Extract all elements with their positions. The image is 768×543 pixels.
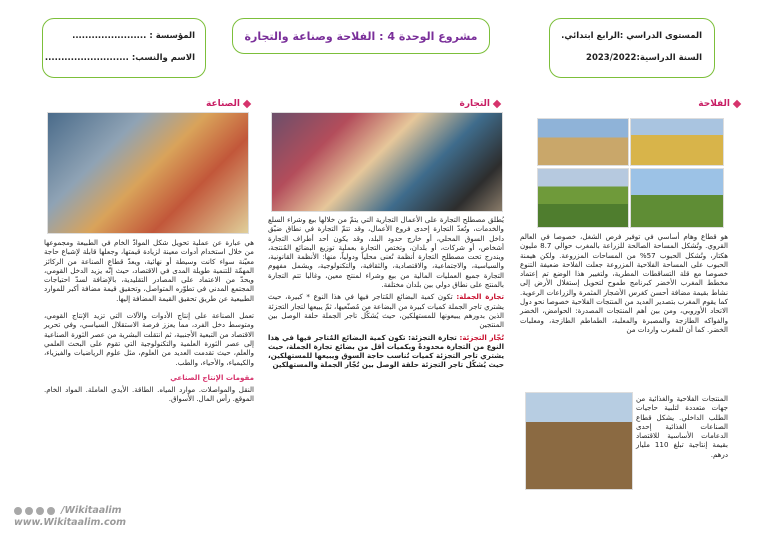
project-title: مشروع الوحدة 4 : الفلاحة وصناعة والتجارة: [244, 29, 478, 43]
retail-text: تجارة التجزئة: تكون كمية البضائع المُتاجر فيها في هذا النوع من التجارة محدودةً وبكميات أقل من بضائع تجارة الجملة، حيث يشتري تاجر التجزئة كميات تُناسب حاجة السوق ويبيعها للمستهلكين، حيث يُشكّل تاجر التجزئة حلقة الوصل بين تُجّار الجملة والمستهلكين: [268, 332, 504, 370]
crop-field-photo: [630, 168, 724, 228]
social-icons: [14, 507, 55, 515]
harvester-photo: [537, 118, 629, 166]
industry-p2: تعمل الصناعة على إنتاج الأدوات والآلات التي تزيد الإنتاج القومي، ومتوسط دخل الفرد، مما يعزز فرصة الاستقلال السياسي، وفي تحرير الاقتصاد من التبعية الأجنبية، ثم انتقلت البشرية من عصر الثورة الصناعية إلى عصر الثورة العلمية والتكنولوجية التي تقوم على البحث العلمي والعلم، حيث تقدمت العديد من العلوم، مثل علوم الرياضيات والفيزياء، والكيمياء، والأحياء، والطب.: [44, 311, 254, 367]
retail-paragraph: [268, 333, 504, 370]
retail-label: تُجّار التجزئة:: [459, 332, 504, 342]
market-photo: [271, 112, 503, 212]
facebook-icon[interactable]: [14, 507, 22, 515]
industry-factors-title: مقومات الإنتاج الصناعي: [170, 372, 254, 382]
wheat-field-photo: [630, 118, 724, 166]
industry-p1: هي عبارة عن عملية تحويل شكل الموادّ الخام في الطبيعة ومجموعها من خلال استخدام أدوات معينة لزيادة قيمتها، وجعلها قابلة لإشباع حاجة معيّنة سواء كانت وسيطة أو نهائية، ويعدّ قطاع الصناعة من الركائز المهمّة للتنمية طويلة المدى في الاقتصاد، حيث إنّه يزيد الدخل القومي، ويحدّ من الاعتماد على المصادر التقليدية، بالإضافة لسدّ احتياجات المجتمع المدني في تطوّره المتواصل، وتحقيق قيمة مضافة أكبر للموارد الطبيعية عن طريق تحقيق القيمة المضافة إليها.: [44, 238, 254, 303]
diamond-icon: [493, 99, 501, 107]
wholesale-text: تكون كمية البضائع المُتاجر فيها في هذا النوع * كبيرة، حيث يشتري تاجر الجملة كميات كبيرة من البضاعة من مُصنّعيها، ثمّ يبيعها لتجار التجزئة الذين بدورهم يبيعونها للمستهلكين، حيث يُشكّل تاجر الجملة حلقة الوصل بين المنتجين: [268, 292, 504, 330]
wholesale-label: تجارة الجملة:: [456, 292, 504, 302]
name-label: الاسم والنسب:: [131, 53, 195, 63]
agriculture-imports-text: المنتجات الفلاحية والغذائية من جهات متعددة لتلبية حاجيات الطلب الداخلي. يشكل قطاع الصناعات الغذائية إحدى الدعامات الأساسية للاقتصاد بقيمة إنتاجية تبلغ 110 مليار درهم.: [636, 394, 728, 459]
level-box: [549, 18, 715, 78]
plowing-photo: [525, 392, 633, 490]
institution-line: [72, 31, 195, 41]
instagram-icon[interactable]: [25, 507, 33, 515]
watermark-handle[interactable]: /Wikitaalim: [61, 505, 122, 516]
youtube-icon[interactable]: [36, 507, 44, 515]
agriculture-text: هو قطاع وهام أساسي في توفير فرص الشغل، خصوصا في العالم القروي. وتُشكل المساحة الصالحة للزراعة بالمغرب حوالي 8.7 مليون هكتار، وتُشكل الحبوب 57% من المساحات المزروعة. ولكن هيمنة الحبوب على المساحة الفلاحية المزروعة جعلت الفلاحة ضعيفة التنوع خصوصا مع قلة التساقطات المطرية، ولتغيير هذا الوضع تم إعتماد مخطط المغرب الأخضر كبرنامج طموح لتحويل إستغلال الأرض إلى نشاط بقيمة مضافة أحسن كغرس الأشجار المثمرة والزراعات الرعوية. كما يقوم المغرب بتصدير العديد من المنتجات الفلاحية خصوصا نحو دول الاتحاد الأوروبي، ومن بين أهم المنتجات المصدرة: الحوامض، الخضر والفواكه الطازجة والمصبرة والمعلبة، الطماطم الطازجة، ومعلبات الخضر. كما أن للمغرب واردات من: [520, 232, 728, 334]
agriculture-title: الفلاحة: [698, 99, 740, 109]
level-text: المستوى الدراسي :الرابع ابتدائي.: [561, 31, 702, 41]
watermark-url[interactable]: www.Wikitaalim.com: [14, 517, 127, 528]
industry-text: [44, 238, 254, 407]
institution-dots: .......................: [72, 31, 147, 41]
diamond-icon: [243, 99, 251, 107]
name-dots: ..........................: [44, 53, 129, 63]
irrigated-field-photo: [537, 168, 629, 228]
project-title-box: [232, 18, 490, 54]
factory-collage-photo: [47, 112, 249, 234]
student-info-box: [42, 18, 206, 78]
watermark: [14, 505, 126, 529]
industry-factors-text: النقل والمواصلات. موارد المياه. الطاقة. الأيدي العاملة. المواد الخام. الموقع. رأس المال. الأسواق.: [44, 385, 254, 404]
trade-intro: يُطلق مصطلح التجارة على الأعمال التجارية التي يتمّ من خلالها بيع وشراء السلع والخدمات، وتُعدّ التجارة إحدى فروع الأعمال، وقد تتمّ التجارة في نطاق ضيّق داخل السوق المحلي، أو خارج حدود البلد، وقد يكون أحد أطراف التجارة أشخاص، أو شركات، أو بلدان، وتختص التجارة بعملية توزيع البضائع المُنتجة، ويندرج تحت مصطلح التجارة أنظمة تُعنى محلياً ودولياً، منها: الأنظمة القانونية، والسياسية، والاجتماعية، والاقتصادية، والثقافية، والتكنولوجية، ويشمل مفهوم التجارة جميع العمليات المالية من بيع وشراء لمنتج معين، وغالبا تتم التجارة بالمنتج على نطاق دولي بين بلدان مختلفة.: [268, 215, 504, 290]
wholesale-paragraph: [268, 292, 504, 329]
trade-text: [268, 215, 504, 373]
institution-label: المؤسسة :: [149, 31, 195, 41]
trade-title: التجارة: [460, 99, 501, 109]
twitter-icon[interactable]: [47, 507, 55, 515]
diamond-icon: [733, 99, 741, 107]
industry-title: الصناعة: [206, 99, 250, 109]
name-line: [45, 53, 195, 63]
year-text: السنة الدراسية:2023/2022: [586, 53, 702, 63]
